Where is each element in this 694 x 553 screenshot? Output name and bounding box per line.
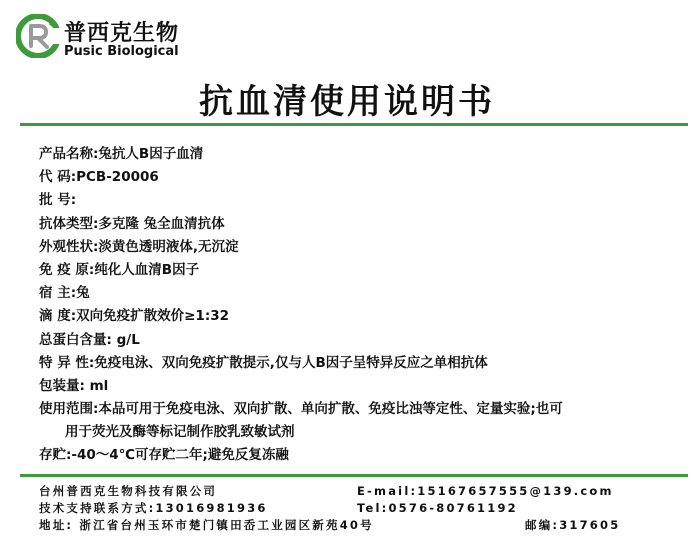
company-logo [16,12,180,62]
footer-email: E-mail:15167657555@139.com [357,484,614,498]
field-label: 外观性状: [39,238,99,255]
footer-support: 技术支持联系方式:13016981936 [39,501,268,515]
field-usage-continued [39,421,679,444]
field-value: 兔 [76,285,90,302]
field-label: 宿 主: [39,285,77,302]
field-titer [39,305,679,328]
footer-contact [39,483,679,534]
field-storage [39,444,679,467]
field-value: 本品可用于免疫电泳、双向扩散、单向扩散、免疫比浊等定性、定量实验;也可 [98,401,563,418]
footer-postcode: 邮编:317605 [525,518,621,532]
field-label: 产品名称: [39,146,99,162]
logo-company-cn: 普西克生物 [64,21,180,46]
footer-row-support [39,500,679,517]
field-label: 批 号: [39,192,77,209]
field-label: 特 异 性: [39,354,95,371]
field-usage [39,398,679,421]
footer-row-address [39,517,679,534]
field-label: 抗体类型: [39,215,99,232]
field-label: 总蛋白含量: [39,331,112,348]
field-label: 包装量: [39,377,85,394]
field-total-protein [39,329,679,352]
field-value: 免疫电泳、双向免疫扩散提示,仅与人B因子呈特异反应之单相抗体 [94,354,488,371]
field-label: 使用范围: [39,401,99,418]
field-code [39,166,679,189]
top-divider [20,123,688,126]
product-fields [39,143,679,468]
field-package [39,375,679,398]
footer-company: 台州普西克生物科技有限公司 [39,484,218,498]
footer-tel: Tel:0576-80761192 [357,501,518,515]
field-immunogen [39,259,679,282]
field-value: ml [84,377,109,394]
field-antibody-type [39,213,679,236]
field-label: 存贮: [39,447,72,464]
footer-address: 地址: 浙江省台州玉环市楚门镇田岙工业园区新苑40号 [39,518,374,532]
field-value: 用于荧光及酶等标记制作胶乳致敏试剂 [65,424,295,441]
logo-mark-icon [16,14,60,58]
field-value: g/L [111,331,140,348]
field-specificity [39,352,679,375]
field-appearance [39,236,679,259]
field-value: PCB-20006 [76,169,159,186]
field-label: 滴 度: [39,308,77,325]
field-value: 兔抗人B因子血清 [98,146,204,162]
field-value: 淡黄色透明液体,无沉淀 [98,238,239,255]
footer-row-company [39,483,679,500]
field-host [39,282,679,305]
field-value: 多克隆 兔全血清抗体 [98,215,225,232]
field-value: -40～4℃可存贮二年;避免反复冻融 [71,447,289,464]
field-label: 代 码: [39,169,77,186]
field-label: 免 疫 原: [39,261,95,278]
document-title: 抗血清使用说明书 [199,82,495,122]
field-value: 纯化人血清B因子 [94,261,200,278]
field-value: 双向免疫扩散效价≥1:32 [76,308,229,325]
logo-company-en: Pusic Biological [64,44,179,59]
field-product-name [39,143,679,166]
bottom-divider [20,474,688,477]
field-batch [39,189,679,212]
